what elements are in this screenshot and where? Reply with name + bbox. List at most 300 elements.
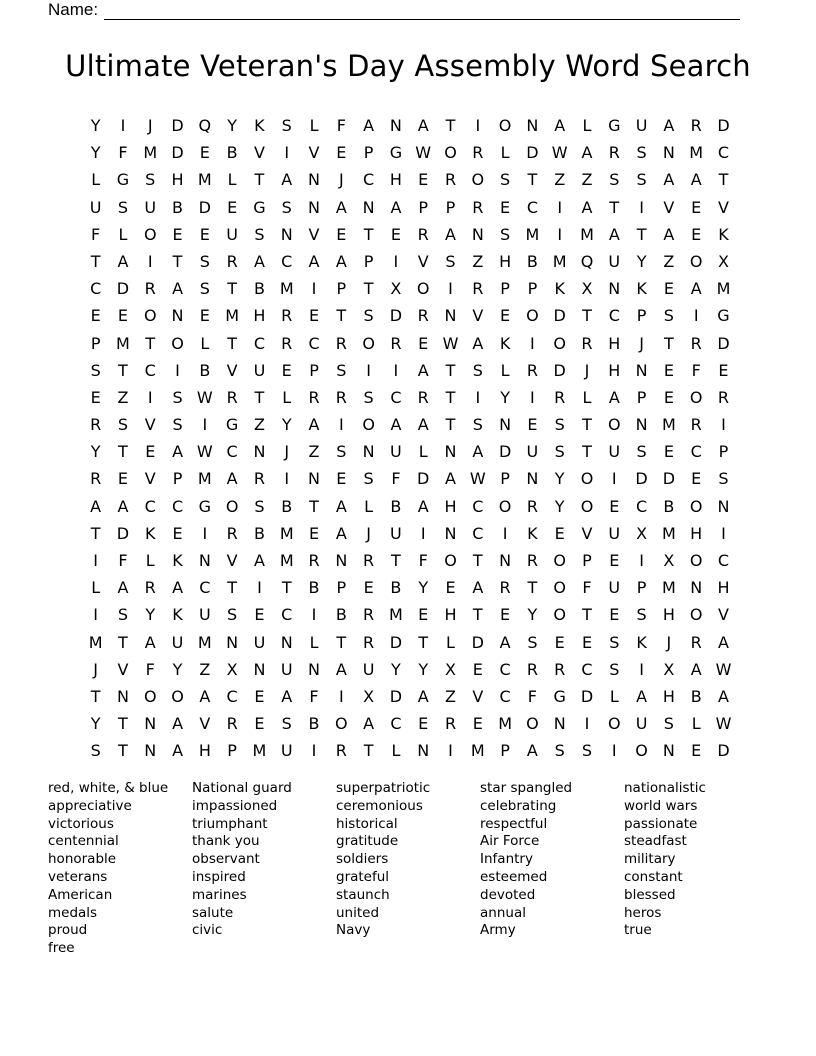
grid-letter: R — [417, 387, 429, 407]
grid-letter: A — [718, 686, 729, 706]
grid-letter: J — [284, 442, 290, 462]
grid-letter: T — [418, 632, 429, 652]
grid-letter: T — [363, 741, 374, 761]
grid-letter: T — [609, 197, 620, 217]
grid-letter: A — [308, 415, 320, 435]
grid-letter: W — [196, 442, 213, 462]
grid-letter: F — [309, 686, 319, 706]
grid-letter: U — [608, 578, 621, 598]
word-item: honorable — [48, 851, 117, 868]
grid-letter: N — [389, 116, 402, 135]
grid-letter: F — [118, 143, 128, 163]
grid-letter: I — [338, 415, 344, 435]
page-title: Ultimate Veteran's Day Assembly Word Search — [65, 49, 751, 83]
grid-letter: O — [362, 415, 375, 435]
grid-row — [82, 166, 737, 193]
grid-letter: O — [362, 333, 375, 353]
grid-letter: T — [227, 333, 238, 353]
word-item: military — [624, 851, 676, 868]
grid-letter: O — [225, 496, 239, 516]
grid-letter: T — [118, 632, 128, 652]
grid-letter: A — [718, 632, 729, 652]
grid-letter: Y — [90, 442, 101, 462]
grid-letter: C — [308, 333, 320, 353]
grid-letter: C — [581, 659, 593, 679]
grid-letter: A — [445, 224, 456, 244]
grid-letter: R — [363, 605, 375, 625]
word-item: ceremonious — [336, 797, 423, 814]
grid-letter: A — [417, 360, 429, 380]
grid-letter: I — [721, 523, 726, 543]
grid-letter: P — [582, 551, 592, 570]
grid-letter: Y — [90, 143, 101, 163]
grid-letter: I — [284, 469, 290, 489]
grid-letter: H — [253, 306, 266, 326]
grid-letter: E — [254, 686, 265, 706]
grid-letter: N — [144, 741, 157, 761]
grid-letter: O — [498, 116, 512, 135]
word-item: Navy — [336, 922, 371, 939]
grid-letter: M — [661, 578, 676, 598]
grid-letter: T — [582, 415, 592, 435]
grid-letter: G — [608, 116, 621, 135]
grid-letter: N — [662, 143, 675, 163]
grid-letter: S — [172, 387, 183, 407]
grid-letter: E — [500, 197, 511, 217]
grid-letter: O — [580, 469, 594, 489]
grid-letter: M — [661, 415, 676, 435]
grid-letter: R — [444, 714, 457, 734]
grid-letter: H — [444, 605, 457, 625]
grid-letter: R — [526, 496, 538, 516]
grid-letter: N — [690, 578, 703, 598]
word-item: American — [48, 886, 113, 903]
grid-row — [82, 656, 737, 683]
word-item: world wars — [624, 797, 698, 814]
grid-letter: O — [526, 306, 539, 326]
grid-letter: E — [609, 551, 620, 570]
grid-letter: A — [335, 496, 347, 516]
grid-letter: N — [144, 714, 157, 734]
grid-letter: A — [308, 251, 320, 271]
grid-letter: K — [636, 632, 647, 652]
grid-letter: A — [335, 251, 347, 271]
word-column — [480, 780, 624, 958]
grid-letter: T — [582, 605, 592, 625]
grid-row — [82, 493, 737, 520]
grid-letter: O — [553, 333, 566, 353]
grid-letter: P — [636, 306, 647, 326]
grid-letter: M — [470, 741, 485, 761]
grid-letter: M — [552, 251, 567, 271]
grid-letter: R — [90, 469, 102, 489]
grid-letter: R — [226, 714, 238, 734]
grid-letter: N — [417, 741, 430, 761]
grid-letter: A — [690, 279, 702, 299]
grid-row — [82, 601, 737, 628]
grid-letter: L — [309, 632, 319, 652]
grid-letter: S — [90, 741, 101, 761]
grid-letter: N — [335, 551, 348, 570]
grid-letter: L — [364, 496, 374, 516]
word-item: Air Force — [480, 833, 540, 850]
grid-letter: A — [636, 686, 648, 706]
grid-letter: K — [144, 523, 156, 543]
grid-letter: M — [716, 279, 731, 299]
grid-letter: E — [145, 442, 156, 462]
grid-letter: X — [226, 659, 238, 679]
grid-letter: E — [418, 333, 429, 353]
grid-letter: O — [143, 306, 157, 326]
grid-letter: A — [390, 197, 402, 217]
grid-letter: V — [472, 686, 484, 706]
grid-letter: E — [172, 523, 183, 543]
grid-letter: I — [639, 197, 644, 217]
grid-letter: I — [311, 279, 317, 299]
grid-letter: B — [281, 496, 293, 516]
grid-letter: B — [308, 714, 320, 734]
grid-letter: H — [662, 686, 675, 706]
grid-letter: U — [171, 632, 184, 652]
grid-letter: C — [253, 333, 266, 353]
grid-letter: Z — [445, 686, 456, 706]
grid-letter: J — [93, 659, 98, 679]
grid-letter: F — [418, 551, 428, 570]
word-item: impassioned — [192, 797, 278, 814]
grid-letter: N — [226, 632, 239, 652]
grid-letter: U — [198, 605, 211, 625]
word-item: red, white, & blue — [48, 780, 169, 796]
grid-letter: G — [389, 143, 403, 163]
grid-letter: I — [611, 469, 617, 489]
grid-letter: B — [335, 605, 347, 625]
grid-letter: S — [636, 170, 647, 190]
word-column — [336, 780, 480, 958]
grid-letter: M — [498, 714, 512, 734]
grid-letter: L — [500, 143, 510, 163]
grid-letter: H — [662, 605, 675, 625]
grid-letter: P — [718, 442, 729, 462]
grid-letter: D — [717, 333, 730, 353]
grid-letter: Y — [90, 116, 101, 135]
grid-letter: R — [226, 251, 238, 271]
grid-letter: L — [145, 551, 155, 570]
grid-letter: E — [254, 714, 265, 734]
grid-letter: P — [363, 143, 374, 163]
word-item: united — [336, 904, 380, 921]
grid-letter: L — [91, 170, 101, 190]
grid-letter: R — [690, 116, 702, 135]
word-item: free — [48, 940, 75, 957]
grid-row — [82, 683, 737, 710]
grid-letter: R — [554, 387, 566, 407]
grid-letter: R — [472, 279, 484, 299]
grid-row — [82, 520, 737, 547]
grid-letter: V — [144, 415, 156, 435]
grid-letter: Y — [554, 469, 565, 489]
grid-letter: A — [499, 632, 511, 652]
grid-letter: E — [390, 224, 401, 244]
grid-letter: E — [554, 632, 565, 652]
grid-letter: C — [499, 686, 511, 706]
grid-letter: C — [90, 279, 102, 299]
grid-letter: U — [362, 659, 375, 679]
grid-letter: B — [172, 197, 184, 217]
grid-row — [82, 710, 737, 737]
grid-letter: G — [553, 686, 566, 706]
grid-letter: I — [202, 523, 208, 543]
grid-letter: U — [226, 224, 238, 244]
grid-letter: E — [308, 523, 320, 543]
grid-row — [82, 574, 737, 601]
grid-row — [82, 357, 737, 384]
grid-letter: I — [93, 605, 98, 625]
grid-letter: P — [636, 387, 647, 407]
word-item: star spangled — [480, 780, 573, 796]
grid-row — [82, 411, 737, 438]
grid-letter: G — [198, 496, 212, 516]
grid-letter: Y — [554, 496, 565, 516]
word-item: passionate — [624, 815, 698, 832]
grid-letter: A — [608, 224, 620, 244]
grid-letter: W — [551, 143, 568, 163]
grid-letter: T — [472, 605, 483, 625]
grid-letter: N — [444, 306, 457, 326]
grid-letter: X — [663, 659, 675, 679]
grid-letter: I — [530, 333, 535, 353]
grid-letter: O — [444, 551, 457, 570]
grid-row — [82, 629, 737, 656]
grid-letter: O — [553, 551, 566, 570]
grid-letter: I — [175, 360, 180, 380]
grid-letter: N — [717, 496, 730, 516]
grid-letter: N — [635, 360, 648, 380]
grid-letter: L — [118, 224, 128, 244]
grid-letter: K — [499, 333, 511, 353]
grid-letter: A — [472, 442, 484, 462]
grid-letter: C — [608, 306, 620, 326]
grid-letter: E — [418, 714, 429, 734]
grid-letter: Z — [199, 659, 211, 679]
grid-letter: T — [254, 170, 265, 190]
grid-letter: L — [582, 116, 592, 135]
grid-letter: O — [580, 496, 594, 516]
grid-letter: S — [472, 415, 483, 435]
grid-letter: R — [281, 306, 293, 326]
grid-letter: A — [581, 197, 593, 217]
grid-letter: U — [526, 442, 539, 462]
grid-letter: M — [389, 605, 403, 625]
grid-letter: C — [281, 251, 293, 271]
grid-letter: Q — [580, 251, 594, 271]
grid-letter: V — [308, 143, 320, 163]
grid-letter: R — [472, 197, 484, 217]
grid-letter: A — [445, 469, 456, 489]
grid-letter: I — [448, 741, 453, 761]
grid-letter: I — [420, 523, 426, 543]
grid-letter: A — [117, 578, 129, 598]
grid-letter: S — [636, 605, 647, 625]
grid-letter: B — [663, 496, 675, 516]
grid-letter: T — [90, 523, 101, 543]
grid-letter: D — [116, 279, 130, 299]
grid-row — [82, 465, 737, 492]
grid-letter: M — [197, 632, 212, 652]
grid-letter: N — [444, 523, 457, 543]
grid-letter: E — [609, 496, 620, 516]
word-item: inspired — [192, 868, 246, 885]
grid-letter: B — [253, 523, 265, 543]
grid-letter: G — [717, 306, 730, 326]
grid-letter: J — [366, 523, 371, 543]
grid-letter: T — [145, 333, 156, 353]
grid-letter: E — [254, 605, 265, 625]
grid-letter: B — [690, 686, 702, 706]
grid-letter: W — [715, 714, 732, 734]
grid-letter: S — [663, 714, 674, 734]
grid-letter: O — [498, 496, 512, 516]
grid-letter: M — [279, 523, 294, 543]
grid-letter: M — [143, 143, 158, 163]
grid-letter: F — [336, 116, 346, 135]
grid-letter: N — [253, 659, 266, 679]
grid-letter: A — [172, 442, 184, 462]
grid-letter: K — [527, 523, 538, 543]
grid-letter: U — [635, 714, 648, 734]
grid-letter: N — [116, 686, 129, 706]
grid-letter: B — [390, 496, 402, 516]
grid-letter: A — [526, 741, 538, 761]
grid-letter: M — [661, 523, 676, 543]
grid-letter: R — [335, 387, 347, 407]
grid-letter: K — [254, 116, 265, 135]
grid-letter: U — [608, 523, 621, 543]
grid-letter: D — [635, 469, 648, 489]
word-item: proud — [48, 922, 88, 939]
grid-letter: H — [608, 360, 621, 380]
grid-letter: E — [691, 197, 702, 217]
grid-letter: W — [196, 387, 213, 407]
grid-letter: I — [639, 551, 644, 570]
grid-letter: N — [362, 197, 375, 217]
grid-letter: T — [582, 306, 592, 326]
grid-letter: V — [199, 714, 211, 734]
grid-letter: Y — [227, 116, 238, 135]
grid-letter: O — [689, 605, 703, 625]
grid-letter: D — [662, 469, 676, 489]
grid-letter: A — [172, 279, 184, 299]
grid-letter: G — [116, 170, 130, 190]
grid-letter: S — [117, 197, 129, 217]
grid-letter: R — [417, 224, 429, 244]
grid-letter: E — [172, 224, 183, 244]
grid-letter: I — [393, 251, 399, 271]
grid-letter: C — [226, 686, 238, 706]
grid-letter: R — [499, 578, 511, 598]
grid-letter: I — [557, 224, 563, 244]
grid-letter: L — [282, 387, 292, 407]
grid-letter: A — [417, 686, 429, 706]
grid-row — [82, 112, 737, 139]
grid-letter: Z — [663, 251, 675, 271]
grid-letter: H — [171, 170, 184, 190]
grid-letter: C — [199, 578, 211, 598]
word-item: nationalistic — [624, 780, 706, 796]
grid-letter: A — [281, 170, 293, 190]
grid-letter: V — [226, 551, 238, 570]
grid-letter: C — [390, 387, 402, 407]
grid-letter: S — [500, 224, 511, 244]
grid-letter: E — [336, 469, 347, 489]
grid-letter: D — [417, 469, 430, 489]
grid-letter: E — [90, 387, 101, 407]
grid-letter: I — [721, 415, 726, 435]
grid-letter: M — [116, 333, 130, 353]
grid-letter: T — [118, 741, 128, 761]
grid-letter: E — [691, 469, 702, 489]
grid-letter: N — [526, 116, 539, 135]
grid-letter: A — [690, 170, 702, 190]
grid-row — [82, 547, 737, 574]
grid-letter: L — [500, 360, 510, 380]
grid-letter: Y — [172, 659, 183, 679]
grid-letter: C — [499, 659, 511, 679]
grid-letter: S — [718, 469, 729, 489]
grid-letter: S — [145, 170, 156, 190]
grid-letter: I — [611, 741, 617, 761]
word-item: observant — [192, 851, 260, 868]
grid-letter: U — [144, 197, 157, 217]
grid-letter: A — [335, 197, 347, 217]
grid-letter: O — [335, 714, 348, 734]
grid-letter: P — [500, 279, 510, 299]
grid-letter: N — [280, 632, 293, 652]
grid-letter: X — [581, 279, 593, 299]
grid-letter: B — [526, 251, 538, 271]
grid-letter: E — [418, 170, 429, 190]
grid-letter: E — [663, 279, 674, 299]
grid-letter: S — [363, 469, 374, 489]
grid-letter: R — [690, 415, 702, 435]
grid-letter: N — [362, 442, 375, 462]
word-item: triumphant — [192, 815, 268, 832]
grid-letter: A — [199, 686, 211, 706]
grid-letter: U — [390, 523, 402, 543]
word-item: staunch — [336, 886, 390, 903]
grid-letter: E — [500, 605, 511, 625]
grid-letter: D — [526, 143, 539, 163]
grid-letter: F — [118, 551, 128, 570]
grid-letter: N — [553, 714, 566, 734]
grid-letter: A — [172, 741, 184, 761]
grid-letter: T — [172, 251, 183, 271]
grid-letter: T — [663, 333, 674, 353]
grid-letter: E — [281, 360, 292, 380]
grid-letter: I — [147, 387, 153, 407]
grid-letter: D — [116, 523, 130, 543]
grid-letter: A — [690, 659, 702, 679]
grid-letter: C — [390, 714, 402, 734]
grid-letter: F — [145, 659, 155, 679]
grid-letter: A — [253, 551, 265, 570]
grid-letter: S — [199, 251, 210, 271]
grid-letter: E — [418, 605, 429, 625]
grid-letter: E — [581, 632, 593, 652]
grid-letter: A — [417, 415, 429, 435]
grid-letter: C — [526, 197, 538, 217]
grid-letter: M — [252, 741, 267, 761]
grid-letter: D — [389, 306, 403, 326]
